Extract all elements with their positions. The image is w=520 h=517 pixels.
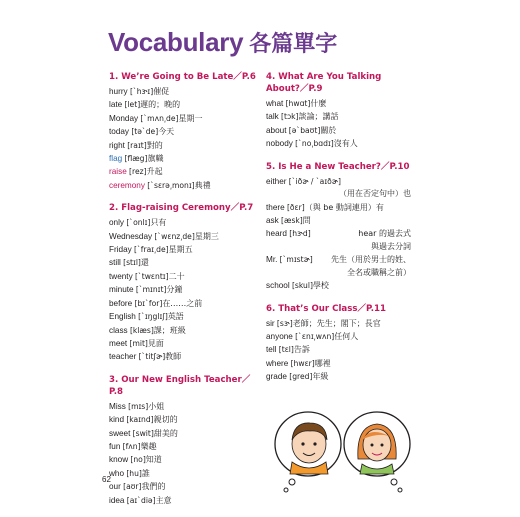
vocab-meaning: 升起: [146, 167, 163, 177]
vocab-row: [109, 85, 257, 98]
vocab-meaning: 親切的: [153, 415, 178, 425]
vocab-row: [266, 201, 411, 214]
cartoon-illustration: [270, 404, 415, 496]
vocab-meaning-continued: 與過去分詞: [371, 241, 411, 251]
page-title: [108, 27, 337, 58]
vocab-section: [109, 202, 257, 363]
vocab-row: [109, 270, 257, 283]
vocab-row: [109, 256, 257, 269]
vocab-meaning: （與 be 動詞連用）有: [304, 202, 384, 212]
vocab-phonetic: [ˋɪŋglɪʃ]: [138, 312, 168, 322]
vocab-row: [109, 467, 257, 480]
vocab-row: [109, 337, 257, 350]
vocab-phonetic: [hwɑt]: [285, 99, 311, 108]
vocab-word: minute: [109, 285, 134, 295]
vocab-meaning: 知道: [145, 455, 162, 465]
vocab-meaning: 老師；先生；閣下；長官: [292, 318, 381, 328]
vocab-word: teacher: [109, 352, 137, 362]
vocab-word: idea: [109, 495, 125, 505]
left-column: [109, 71, 257, 517]
vocab-phonetic: [flæg]: [124, 154, 148, 164]
vocab-row: [266, 137, 411, 150]
vocab-row: [266, 175, 411, 201]
vocab-meaning: 關於: [320, 125, 337, 135]
vocab-phonetic: [tɛl]: [278, 345, 294, 355]
vocab-row: [109, 324, 257, 337]
vocab-meaning: 甜美的: [153, 428, 178, 438]
vocab-phonetic: [sɝ]: [276, 318, 293, 328]
vocab-row: [109, 310, 257, 323]
vocab-phonetic: [əˋbaʊt]: [288, 125, 321, 135]
vocab-meaning: 分鐘: [166, 285, 183, 295]
vocab-phonetic: [ˋmɪnɪt]: [135, 285, 167, 295]
vocab-meaning: 旗幟: [147, 154, 164, 164]
vocab-row: [266, 279, 411, 292]
vocab-meaning: 典禮: [194, 180, 211, 190]
vocab-word: ask: [266, 215, 279, 225]
vocab-phonetic: [ˋiðɚ / ˋaɪðɚ]: [288, 176, 341, 186]
vocab-section: [266, 161, 411, 293]
vocab-word: flag: [109, 154, 123, 164]
vocab-word: our: [109, 482, 121, 492]
vocab-word: grade: [266, 372, 287, 382]
vocab-row: [109, 125, 257, 138]
vocab-meaning: 問: [302, 215, 311, 225]
vocab-word: who: [109, 468, 125, 478]
vocab-phonetic: [skul]: [291, 281, 313, 291]
vocab-phonetic: [ˋno͵bɑdɪ]: [295, 139, 334, 149]
section-heading: 6. That’s Our Class／P.11: [266, 303, 386, 314]
vocab-phonetic: [ˋonlɪ]: [126, 218, 151, 228]
vocab-meaning: 見面: [147, 338, 164, 348]
vocab-word: anyone: [266, 331, 293, 341]
vocab-row: [109, 440, 257, 453]
vocab-row: [109, 165, 257, 178]
vocab-row: [109, 179, 257, 192]
vocab-word: fun: [109, 441, 121, 451]
vocab-phonetic: [tɔk]: [281, 112, 299, 122]
vocab-word: late: [109, 100, 123, 110]
vocab-row: [109, 283, 257, 296]
page-number: 62: [102, 475, 111, 484]
vocab-phonetic: [klæs]: [129, 325, 154, 335]
vocab-phonetic: [swit]: [132, 428, 154, 438]
vocab-word: where: [266, 358, 289, 368]
vocab-phonetic: [aɪˋdiə]: [126, 495, 156, 505]
vocab-row: [266, 214, 411, 227]
vocab-word: nobody: [266, 139, 293, 149]
vocab-row: [109, 494, 257, 507]
vocab-word: tell: [266, 345, 277, 355]
vocab-row: [109, 427, 257, 440]
vocab-phonetic: [rez]: [129, 167, 147, 177]
vocab-meaning: 誰: [141, 468, 150, 478]
vocab-row: [266, 343, 411, 356]
vocab-meaning: 我們的: [141, 482, 166, 492]
vocab-phonetic: [let]: [124, 100, 141, 110]
vocab-row: [109, 480, 257, 493]
vocab-word: still: [109, 258, 121, 268]
vocab-word: English: [109, 312, 136, 322]
vocab-phonetic: [ˋwɛnz͵de]: [154, 231, 195, 241]
section-heading: 3. Our New English Teacher／P.8: [109, 374, 251, 397]
vocab-phonetic: [raɪt]: [127, 140, 147, 150]
vocab-section: [109, 71, 257, 192]
vocab-word: kind: [109, 415, 125, 425]
vocab-word: talk: [266, 112, 279, 122]
vocab-meaning: 學校: [312, 281, 329, 291]
vocab-meaning: hear 的過去式: [358, 229, 411, 239]
vocab-word: Mr.: [266, 255, 278, 265]
vocab-word: raise: [109, 167, 127, 177]
vocab-row: [266, 317, 411, 330]
vocab-row: [266, 124, 411, 137]
vocab-word: class: [109, 325, 128, 335]
vocab-phonetic: [bɪˋfor]: [134, 298, 163, 308]
vocab-phonetic: [gred]: [289, 372, 313, 382]
vocab-meaning: 樂趣: [140, 441, 157, 451]
vocab-phonetic: [ˋmʌn͵de]: [140, 113, 179, 123]
vocab-word: school: [266, 281, 290, 291]
vocab-row: [109, 413, 257, 426]
vocab-meaning: 談論；講話: [298, 112, 339, 122]
vocab-phonetic: [aʊr]: [123, 482, 142, 492]
vocab-meaning: 先生（用於男士的姓、: [331, 255, 411, 265]
vocab-meaning: 還: [140, 258, 149, 268]
vocab-word: ceremony: [109, 180, 145, 190]
vocab-row: [109, 350, 257, 363]
vocab-phonetic: [təˋde]: [131, 127, 159, 137]
vocab-word: sir: [266, 318, 275, 328]
vocab-meaning: 主意: [155, 495, 172, 505]
vocab-phonetic: [ˋsɛrə͵monɪ]: [147, 180, 195, 190]
section-heading: 5. Is He a New Teacher?／P.10: [266, 161, 410, 172]
vocab-phonetic: [stɪl]: [123, 258, 141, 268]
vocab-phonetic: [ðɛr]: [286, 202, 305, 212]
vocab-meaning: 在……之前: [162, 298, 203, 308]
vocab-word: what: [266, 99, 284, 108]
vocab-row: [109, 98, 257, 111]
vocab-word: hurry: [109, 87, 128, 96]
vocab-word: either: [266, 176, 287, 186]
vocab-row: [109, 112, 257, 125]
vocab-row: [109, 400, 257, 413]
vocab-phonetic: [ˋfraɪ͵de]: [134, 245, 169, 255]
vocab-section: [266, 71, 411, 151]
vocab-meaning: 沒有人: [333, 139, 358, 149]
vocab-row: [266, 357, 411, 370]
vocab-word: sweet: [109, 428, 131, 438]
vocab-row: [109, 453, 257, 466]
vocab-row: [266, 227, 411, 253]
vocab-word: there: [266, 202, 285, 212]
title-english: Vocabulary: [108, 27, 244, 57]
vocab-word: twenty: [109, 271, 133, 281]
vocab-row: [109, 139, 257, 152]
vocab-meaning-continued: 全名或職稱之前）: [347, 267, 411, 277]
boy-bubble: [275, 412, 341, 492]
vocab-word: right: [109, 140, 125, 150]
vocab-row: [109, 216, 257, 229]
vocab-row: [266, 370, 411, 383]
vocab-meaning: 小姐: [148, 401, 165, 411]
vocab-word: before: [109, 298, 133, 308]
vocab-word: heard: [266, 229, 287, 239]
vocab-meaning: 任何人: [334, 331, 359, 341]
vocab-meaning: 星期三: [194, 231, 219, 241]
vocab-word: about: [266, 125, 287, 135]
vocab-phonetic: [ˋhɝɪ]: [129, 87, 154, 96]
vocab-row: [266, 110, 411, 123]
vocab-meaning: 對的: [146, 140, 163, 150]
title-chinese: 各篇單字: [249, 32, 338, 57]
vocab-phonetic: [fʌn]: [122, 441, 141, 451]
vocab-phonetic: [ˋɛnɪ͵wʌn]: [295, 331, 335, 341]
vocab-phonetic: [ˋtitʃɚ]: [138, 352, 166, 362]
vocab-meaning: 只有: [150, 218, 167, 228]
vocab-meaning: 星期五: [168, 245, 193, 255]
vocab-phonetic: [hu]: [126, 468, 142, 478]
vocab-row: [109, 152, 257, 165]
vocab-phonetic: [no]: [130, 455, 146, 465]
section-heading: 2. Flag-raising Ceremony／P.7: [109, 203, 254, 214]
vocab-phonetic: [kaɪnd]: [126, 415, 154, 425]
vocab-meaning: 遲的；晚的: [140, 100, 181, 110]
vocab-row: [109, 243, 257, 256]
vocab-meaning: 課；班級: [153, 325, 186, 335]
vocab-phonetic: [ˋtwɛntɪ]: [134, 271, 169, 281]
vocab-meaning: 什麼: [310, 99, 327, 108]
vocab-word: only: [109, 218, 125, 228]
vocab-meaning: 今天: [158, 127, 175, 137]
vocab-word: Friday: [109, 245, 132, 255]
vocab-phonetic: [hɝd]: [289, 229, 311, 239]
vocab-row: [266, 253, 411, 279]
girl-bubble: [344, 412, 410, 492]
vocab-section: [109, 374, 257, 507]
vocab-word: meet: [109, 338, 128, 348]
vocab-row: [109, 230, 257, 243]
vocab-meaning: 二十: [168, 271, 185, 281]
vocab-word: know: [109, 455, 129, 465]
vocab-phonetic: [æsk]: [281, 215, 303, 225]
vocab-meaning: 星期一: [178, 113, 203, 123]
vocab-word: Monday: [109, 113, 139, 123]
vocab-meaning: 哪裡: [314, 358, 331, 368]
vocab-phonetic: [ˋmɪstɚ]: [279, 255, 313, 265]
vocab-row: [266, 330, 411, 343]
right-column: [266, 71, 411, 394]
vocab-row: [266, 97, 411, 110]
vocab-phonetic: [hwɛr]: [290, 358, 315, 368]
vocab-meaning: 年級: [312, 372, 329, 382]
vocab-meaning: 催促: [153, 87, 170, 96]
vocab-word: Miss: [109, 401, 126, 411]
vocab-row: [109, 297, 257, 310]
section-heading: 4. What Are You Talking About?／P.9: [266, 72, 382, 94]
vocab-meaning: 教師: [165, 352, 182, 362]
vocab-section: [266, 303, 411, 384]
section-heading: 1. We’re Going to Be Late／P.6: [109, 72, 256, 82]
vocab-word: Wednesday: [109, 231, 153, 241]
vocab-phonetic: [mit]: [129, 338, 148, 348]
vocab-word: today: [109, 127, 130, 137]
vocab-meaning-continued: （用在否定句中）也: [339, 189, 411, 199]
vocab-meaning: 英語: [167, 312, 184, 322]
vocab-meaning: 告訴: [293, 345, 310, 355]
vocab-phonetic: [mɪs]: [128, 401, 149, 411]
